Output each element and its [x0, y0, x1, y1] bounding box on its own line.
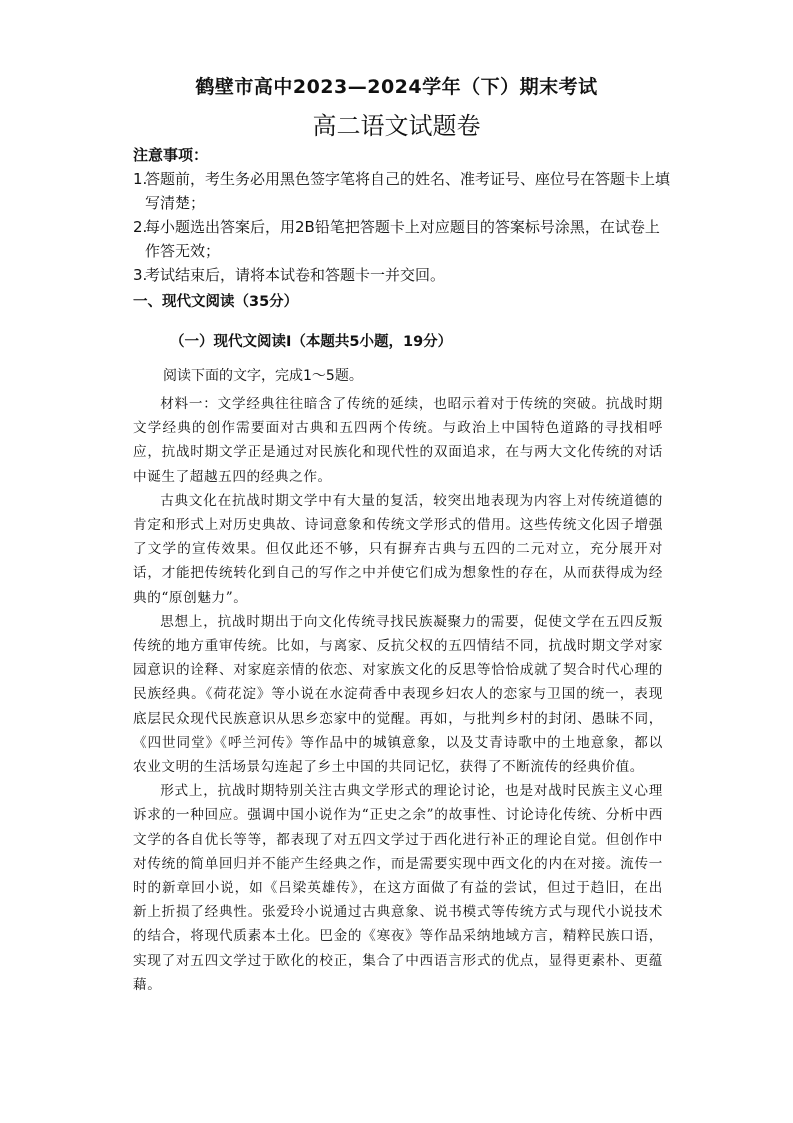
subsection-heading: （一）现代文阅读Ⅰ（本题共5小题，19分）: [170, 334, 453, 350]
reading-passage: [133, 392, 663, 997]
notes-block: [133, 143, 673, 287]
note-number: 1.: [133, 170, 148, 188]
notes-heading: 注意事项：: [133, 146, 209, 164]
note-text: 考试结束后，请将本试卷和答题卡一并交回。: [145, 266, 446, 284]
passage-paragraph: 形式上，抗战时期特别关注古典文学形式的理论讨论，也是对战时民族主义心理诉求的一种回应。强调中国小说作为“正史之余”的故事性、讨论诗化传统、分析中西文学的各自优长等等，都表现了对五四文学过于西化进行补正的理论自觉。但创作中对传统的简单回归并不能产生经典之作，而是需要实现中西文化的内在对接。流传一时的新章回小说，如《吕梁英雄传》，在这方面做了有益的尝试，但过于趋旧，在出新上折损了经典性。张爱玲小说通过古典意象、说书模式等传统方式与现代小说技术的结合，将现代质素本土化。巴金的《寒夜》等作品采纳地域方言，精粹民族口语，实现了对五四文学过于欧化的校正，集合了中西语言形式的优点，显得更素朴、更蕴藉。: [133, 783, 663, 993]
passage-paragraph: 材料一：文学经典往往暗含了传统的延续，也昭示着对于传统的突破。抗战时期文学经典的创作需要面对古典和五四两个传统。与政治上中国特色道路的寻找相呼应，抗战时期文学正是通过对民族化和现代性的双面追求，在与两大文化传统的对话中诞生了超越五四的经典之作。: [133, 396, 663, 485]
note-item: [133, 167, 673, 215]
exam-subtitle: 高二语文试题卷: [312, 112, 481, 140]
passage-paragraph: 古典文化在抗战时期文学中有大量的复活，较突出地表现为内容上对传统道德的肯定和形式上对历史典故、诗词意象和传统文学形式的借用。这些传统文化因子增强了文学的宣传效果。但仅此还不够，只有摒弃古典与五四的二元对立，充分展开对话，才能把传统转化到自己的写作之中并使它们成为想象性的存在，从而获得成为经典的“原创魅力”。: [133, 492, 663, 606]
note-text: 答题前，考生务必用黑色签字笔将自己的姓名、准考证号、座位号在答题卡上填写清楚；: [145, 170, 671, 212]
exam-title: 鹤壁市高中2023—2024学年（下）期末考试: [195, 76, 598, 98]
note-number: 2.: [133, 218, 148, 236]
note-text: 每小题选出答案后，用2B铅笔把答题卡上对应题目的答案标号涂黑，在试卷上作答无效；: [145, 218, 660, 260]
note-number: 3.: [133, 266, 148, 284]
passage-paragraph: 思想上，抗战时期出于向文化传统寻找民族凝聚力的需要，促使文学在五四反叛传统的地方重审传统。比如，与离家、反抗父权的五四情结不同，抗战时期文学对家园意识的诠释、对家庭亲情的依恋、对家族文化的反思等恰恰成就了契合时代心理的民族经典。《荷花淀》等小说在水淀荷香中表现乡妇农人的恋家与卫国的统一，表现底层民众现代民族意识从思乡恋家中的觉醒。再如，与批判乡村的封闭、愚昧不同，《四世同堂》《呼兰河传》等作品中的城镇意象，以及艾青诗歌中的土地意象，都以农业文明的生活场景勾连起了乡土中国的共同记忆，获得了不断流传的经典价值。: [133, 613, 663, 776]
reading-instruction: 阅读下面的文字，完成1～5题。: [163, 368, 363, 384]
note-item: [133, 215, 673, 263]
note-item: [133, 263, 673, 287]
section-heading: 一、现代文阅读（35分）: [133, 294, 299, 310]
